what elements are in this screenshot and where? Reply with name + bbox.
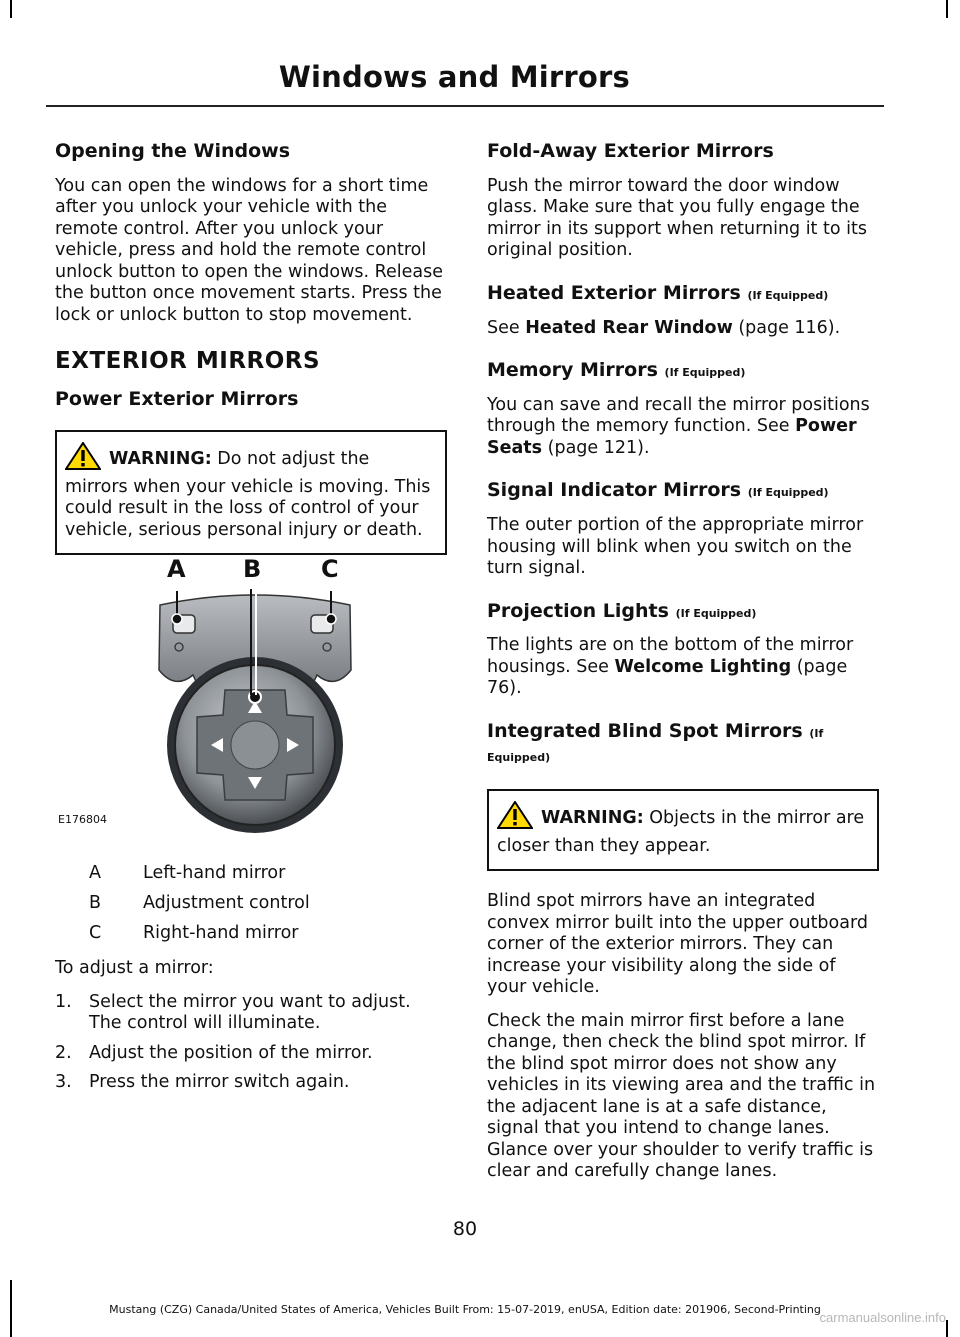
legend-row: A Left-hand mirror <box>89 863 286 883</box>
warning-body: Objects in the mirror are closer than they appear. <box>497 808 865 856</box>
header-divider <box>46 105 884 107</box>
blind-spot-body-1: Blind spot mirrors have an integrated convex mirror built into the upper outboard corner of the exterior mirrors. They can increase your visibility along the side of your vehicle. <box>487 891 868 998</box>
step-item: 2. Adjust the position of the mirror. <box>55 1042 373 1063</box>
heated-mirrors-body: See Heated Rear Window (page 116). <box>487 317 841 338</box>
opening-windows-heading: Opening the Windows <box>55 140 291 162</box>
callout-a: A <box>167 555 186 583</box>
signal-mirrors-heading: Signal Indicator Mirrors (If Equipped) <box>487 479 829 502</box>
projection-lights-body: The lights are on the bottom of the mirror housings. See Welcome Lighting (page 76). <box>487 635 854 699</box>
legend <box>55 863 447 944</box>
power-mirrors-heading: Power Exterior Mirrors <box>55 388 299 411</box>
signal-mirrors-body: The outer portion of the appropriate mirror housing will blink when you switch on the turn signal. <box>487 515 864 578</box>
projection-lights-heading: Projection Lights (If Equipped) <box>487 599 757 622</box>
mirror-control-illustration <box>55 575 447 875</box>
mirror-control-figure <box>55 555 447 875</box>
warning-triangle-icon <box>497 801 533 836</box>
footer-text: Mustang (CZG) Canada/United States of America, Vehicles Built From: 15-07-2019, enUSA, Edition date: 201906, Second-Printing <box>109 1303 821 1316</box>
warning-text <box>65 442 437 541</box>
step-item: 1. Select the mirror you want to adjust. The control will illuminate. <box>55 991 411 1033</box>
crop-mark <box>946 1320 948 1337</box>
right-column <box>487 140 879 1195</box>
opening-windows-body: You can open the windows for a short time after you unlock your vehicle with the remote control. After you unlock your vehicle, press and hold the remote control unlock button to open the windows. Release the button once movement starts. Press the lock or unlock button to stop movement. <box>55 175 444 325</box>
adjust-steps <box>55 992 447 1094</box>
adjust-intro: To adjust a mirror: <box>55 958 214 978</box>
watermark: carmanualsonline.info <box>819 1310 946 1325</box>
fold-away-body: Push the mirror toward the door window glass. Make sure that you fully engage the mirror in its support when returning it to its original position. <box>487 175 867 261</box>
warning-triangle-icon <box>65 442 101 477</box>
page-number: 80 <box>452 1218 478 1240</box>
figure-code: E176804 <box>58 813 107 826</box>
legend-row: B Adjustment control <box>89 893 310 913</box>
memory-mirrors-heading: Memory Mirrors (If Equipped) <box>487 359 746 381</box>
blind-spot-body-2: Check the main mirror first before a lane change, then check the blind spot mirror. If the blind spot mirror does not show any vehicles in its viewing area and the traffic in the adjacent lane is at a safe distance, signal that you intend to change lanes. Glance over your shoulder to verify traffic is clear and carefully change lanes. <box>487 1010 876 1182</box>
warning-label: WARNING: <box>541 808 644 829</box>
left-column <box>55 140 447 1102</box>
page-title: Windows and Mirrors <box>278 60 630 94</box>
fold-away-heading: Fold-Away Exterior Mirrors <box>487 140 774 162</box>
memory-mirrors-body: You can save and recall the mirror positions through the memory function. See Power Seats (page 121). <box>487 394 870 458</box>
heated-mirrors-heading: Heated Exterior Mirrors (If Equipped) <box>487 281 829 304</box>
crop-mark <box>946 0 948 18</box>
blind-spot-warning-text <box>497 801 869 857</box>
callout-b: B <box>243 555 262 583</box>
legend-row: C Right-hand mirror <box>89 923 299 943</box>
warning-body: Do not adjust the mirrors when your vehicle is moving. This could result in the loss of control of your vehicle, serious personal injury or death. <box>65 449 431 540</box>
warning-label: WARNING: <box>109 449 212 469</box>
warning-box <box>55 430 447 555</box>
step-item: 3. Press the mirror switch again. <box>55 1072 350 1092</box>
blind-spot-heading: Integrated Blind Spot Mirrors (If Equipped) <box>487 719 824 764</box>
blind-spot-warning-box <box>487 789 879 871</box>
callout-c: C <box>321 555 339 583</box>
exterior-mirrors-heading: EXTERIOR MIRRORS <box>55 348 321 375</box>
crop-mark <box>10 0 12 18</box>
